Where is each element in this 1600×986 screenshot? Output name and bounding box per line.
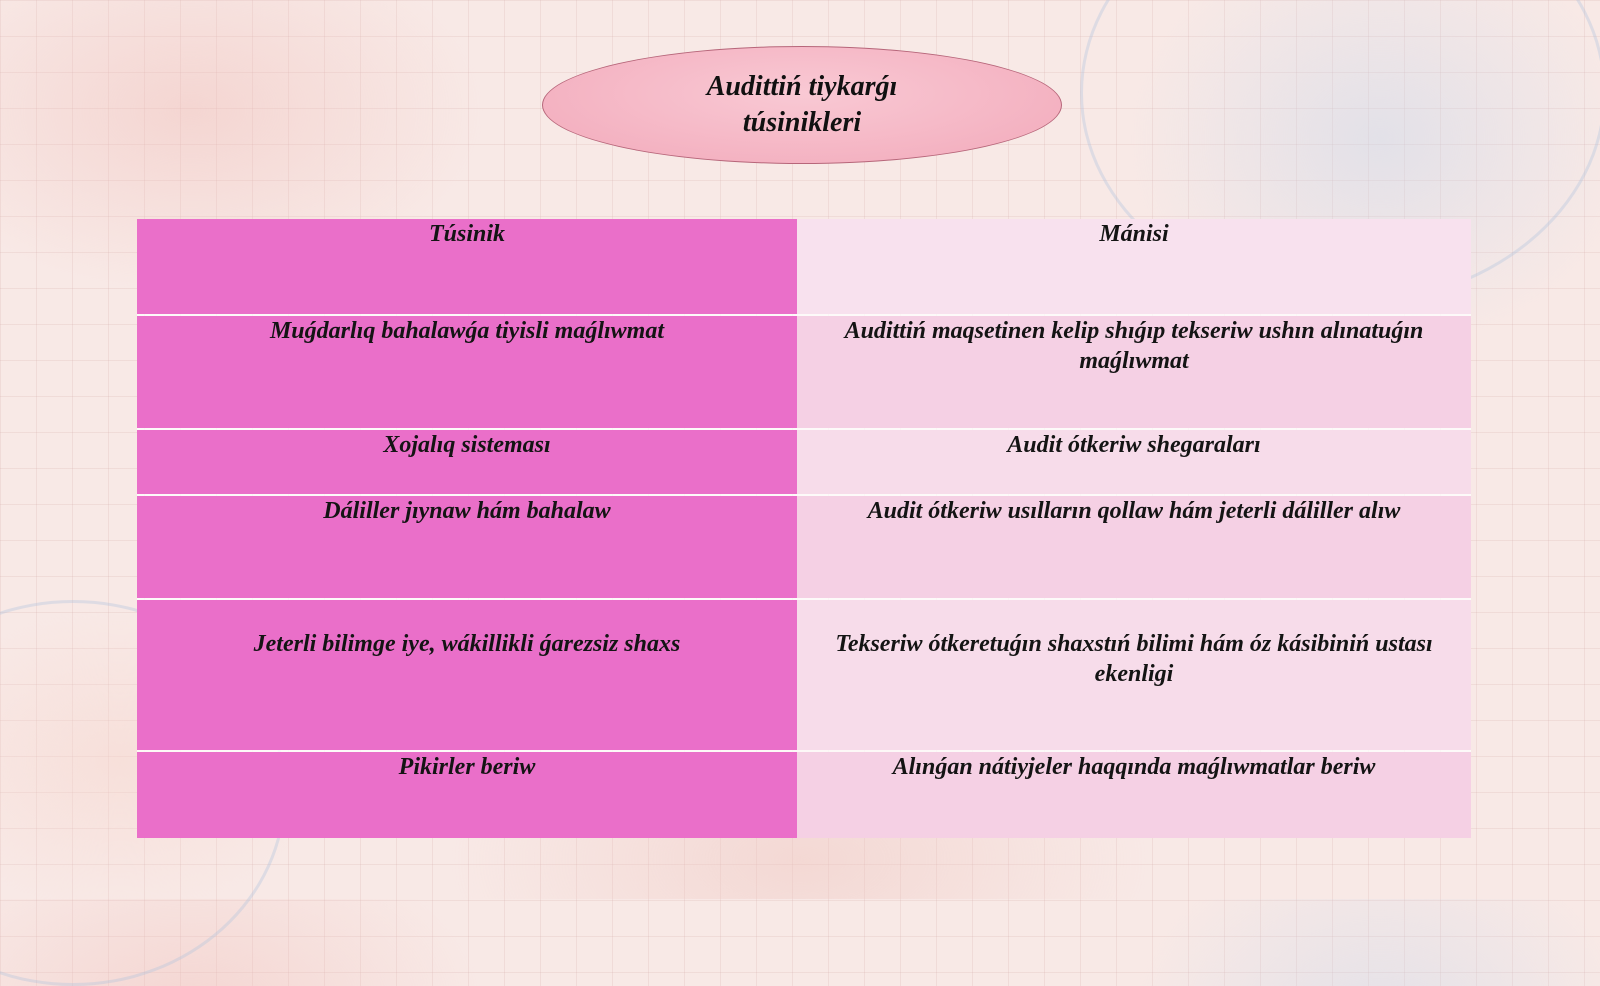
- header-cell-concept: Túsinik: [137, 219, 797, 314]
- concept-cell: Jeterli bilimge iye, wákillikli ǵarezsiz shaxs: [137, 600, 797, 750]
- meaning-cell: Alınǵan nátiyjeler haqqında maǵlıwmatlar beriw: [797, 752, 1471, 838]
- table-row: [137, 430, 1471, 496]
- table-row: [137, 752, 1471, 838]
- concept-cell: Pikirler beriw: [137, 752, 797, 838]
- meaning-cell: Audit ótkeriw usılların qollaw hám jeterli dáliller alıw: [797, 496, 1471, 598]
- header-cell-meaning: Mánisi: [797, 219, 1471, 314]
- meaning-cell: Audittiń maqsetinen kelip shıǵıp tekseriw ushın alınatuǵın maǵlıwmat: [797, 316, 1471, 428]
- slide-title: Audittiń tiykarǵı túsinikleri: [706, 71, 898, 138]
- concept-cell: Muǵdarlıq bahalawǵa tiyisli maǵlıwmat: [137, 316, 797, 428]
- concept-cell: Xojalıq sisteması: [137, 430, 797, 494]
- meaning-cell: Audit ótkeriw shegaraları: [797, 430, 1471, 494]
- table-header-row: [137, 219, 1471, 316]
- meaning-cell: Tekseriw ótkeretuǵın shaxstıń bilimi hám óz kásibiniń ustası ekenligi: [797, 600, 1471, 750]
- concept-cell: Dáliller jıynaw hám bahalaw: [137, 496, 797, 598]
- table-row: [137, 600, 1471, 752]
- title-oval: [542, 46, 1062, 164]
- table-row: [137, 496, 1471, 600]
- table-row: [137, 316, 1471, 430]
- concepts-table: [137, 219, 1471, 838]
